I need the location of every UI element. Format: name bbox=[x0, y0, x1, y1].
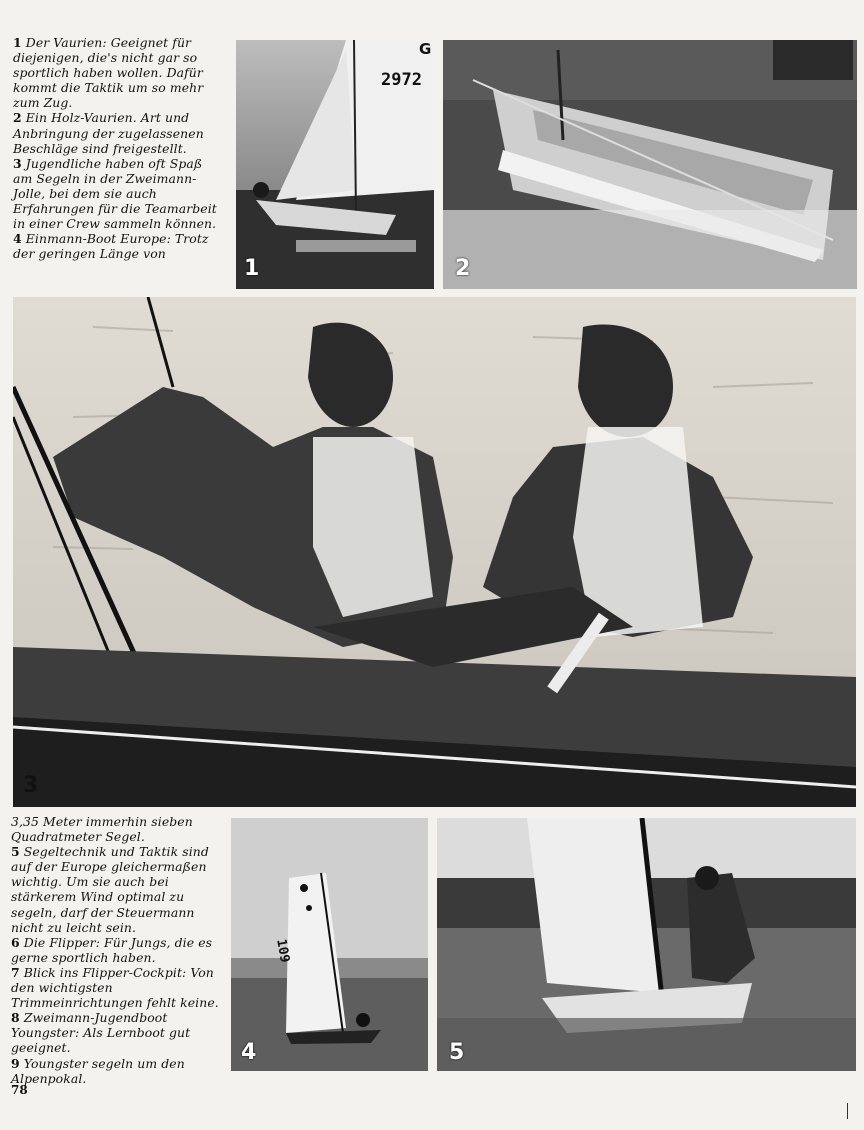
caption-number: 9 bbox=[11, 1055, 20, 1071]
caption-number: 6 bbox=[11, 934, 20, 950]
photo-youth-crew bbox=[13, 297, 856, 807]
caption-number: 2 bbox=[13, 110, 22, 126]
photo-number-5: 5 bbox=[449, 1040, 465, 1065]
caption-column-top bbox=[13, 35, 218, 261]
caption-text: Zweimann-Jugendboot Youngster: Als Lernboot gut geeignet. bbox=[11, 1010, 191, 1056]
sail-number: 2972 bbox=[381, 70, 422, 90]
caption-number: 4 bbox=[13, 231, 22, 247]
caption-text: Ein Holz-Vaurien. Art und Anbringung der zugelassenen Beschläge sind freigestellt. bbox=[13, 110, 204, 156]
photo-vaurien-sailing bbox=[236, 40, 434, 289]
photo-europe-dinghy bbox=[231, 818, 428, 1071]
photo-4-image bbox=[231, 818, 428, 1071]
caption-number: 3 bbox=[13, 155, 22, 171]
photo-2-image bbox=[443, 40, 857, 289]
caption-1 bbox=[13, 35, 218, 110]
photo-number-2: 2 bbox=[455, 256, 471, 281]
caption-text: Jugendliche haben oft Spaß am Segeln in der Zweimann-Jolle, bei dem sie auch Erfahrungen für die Teamarbeit in einer Crew sammeln können. bbox=[13, 155, 217, 232]
caption-9 bbox=[11, 1056, 223, 1086]
caption-text: Der Vaurien: Geeignet für diejenigen, die's nicht gar so sportlich haben wollen. Dafür kommt die Taktik um so mehr zum Zug. bbox=[13, 35, 204, 111]
photo-5-image bbox=[437, 818, 856, 1071]
caption-4-continued bbox=[11, 814, 223, 844]
edge-mark bbox=[847, 1103, 848, 1119]
caption-text: Blick ins Flipper-Cockpit: Von den wichtigsten Trimmeinrichtungen fehlt keine. bbox=[11, 964, 219, 1011]
caption-text: Die Flipper: Für Jungs, die es gerne sportlich haben. bbox=[11, 934, 213, 965]
sail-letter: G bbox=[419, 40, 432, 58]
caption-text: Youngster segeln um den Alpenpokal. bbox=[11, 1055, 185, 1086]
caption-7 bbox=[11, 965, 223, 1010]
photo-number-4: 4 bbox=[241, 1040, 257, 1065]
caption-column-bottom bbox=[11, 814, 223, 1086]
caption-4 bbox=[13, 231, 218, 261]
photo-3-image bbox=[13, 297, 856, 807]
photo-europe-strong-wind bbox=[437, 818, 856, 1071]
sail-number: 109 bbox=[273, 938, 293, 964]
page-number: 78 bbox=[11, 1083, 28, 1097]
caption-number: 7 bbox=[11, 964, 20, 980]
caption-text: 3,35 Meter immerhin sieben Quadratmeter Segel. bbox=[11, 814, 193, 845]
caption-number: 8 bbox=[11, 1010, 20, 1026]
caption-3 bbox=[13, 156, 218, 231]
caption-number: 5 bbox=[11, 844, 20, 860]
caption-number: 1 bbox=[13, 35, 22, 50]
caption-8 bbox=[11, 1010, 223, 1055]
caption-5 bbox=[11, 844, 223, 935]
caption-text: Segeltechnik und Taktik sind auf der Europe gleichermaßen wichtig. Um sie auch bei stärkerem Wind optimal zu segeln, darf der Steuermann nicht zu leicht sein. bbox=[11, 844, 209, 935]
caption-6 bbox=[11, 935, 223, 965]
caption-2 bbox=[13, 110, 218, 155]
caption-text: Einmann-Boot Europe: Trotz der geringen Länge von bbox=[13, 231, 209, 262]
photo-wooden-vaurien bbox=[443, 40, 857, 289]
photo-number-3: 3 bbox=[23, 773, 39, 798]
photo-number-1: 1 bbox=[244, 256, 260, 281]
